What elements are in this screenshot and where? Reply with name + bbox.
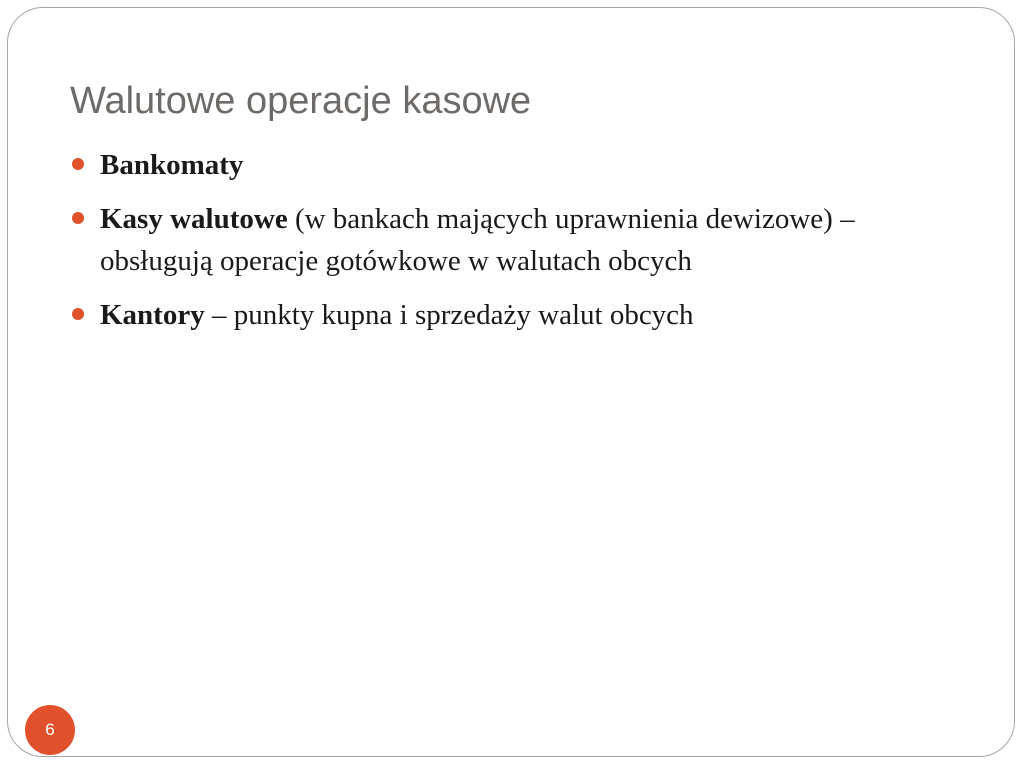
bullet-item-kantory — [70, 294, 970, 336]
slide-title: Walutowe operacje kasowe — [70, 80, 532, 122]
slide-frame — [7, 7, 1015, 757]
bullet-term: Kasy walutowe — [100, 203, 288, 235]
bullet-dot-icon — [72, 212, 84, 224]
bullet-item-kasy-walutowe — [70, 198, 970, 282]
bullet-term: Kantory — [100, 299, 205, 331]
bullet-text: – punkty kupna i sprzedaży walut obcych — [204, 299, 694, 331]
bullet-dot-icon — [72, 308, 84, 320]
bullet-term: Bankomaty — [100, 149, 244, 181]
bullet-text: (w bankach mających uprawnienia dewizowe) – obsługują operacje gotówkowe w walutach obcych — [100, 203, 855, 277]
bullet-dot-icon — [72, 158, 84, 170]
page-number-badge: 6 — [25, 705, 75, 755]
bullet-list — [70, 144, 970, 348]
bullet-item-bankomaty — [70, 144, 970, 186]
